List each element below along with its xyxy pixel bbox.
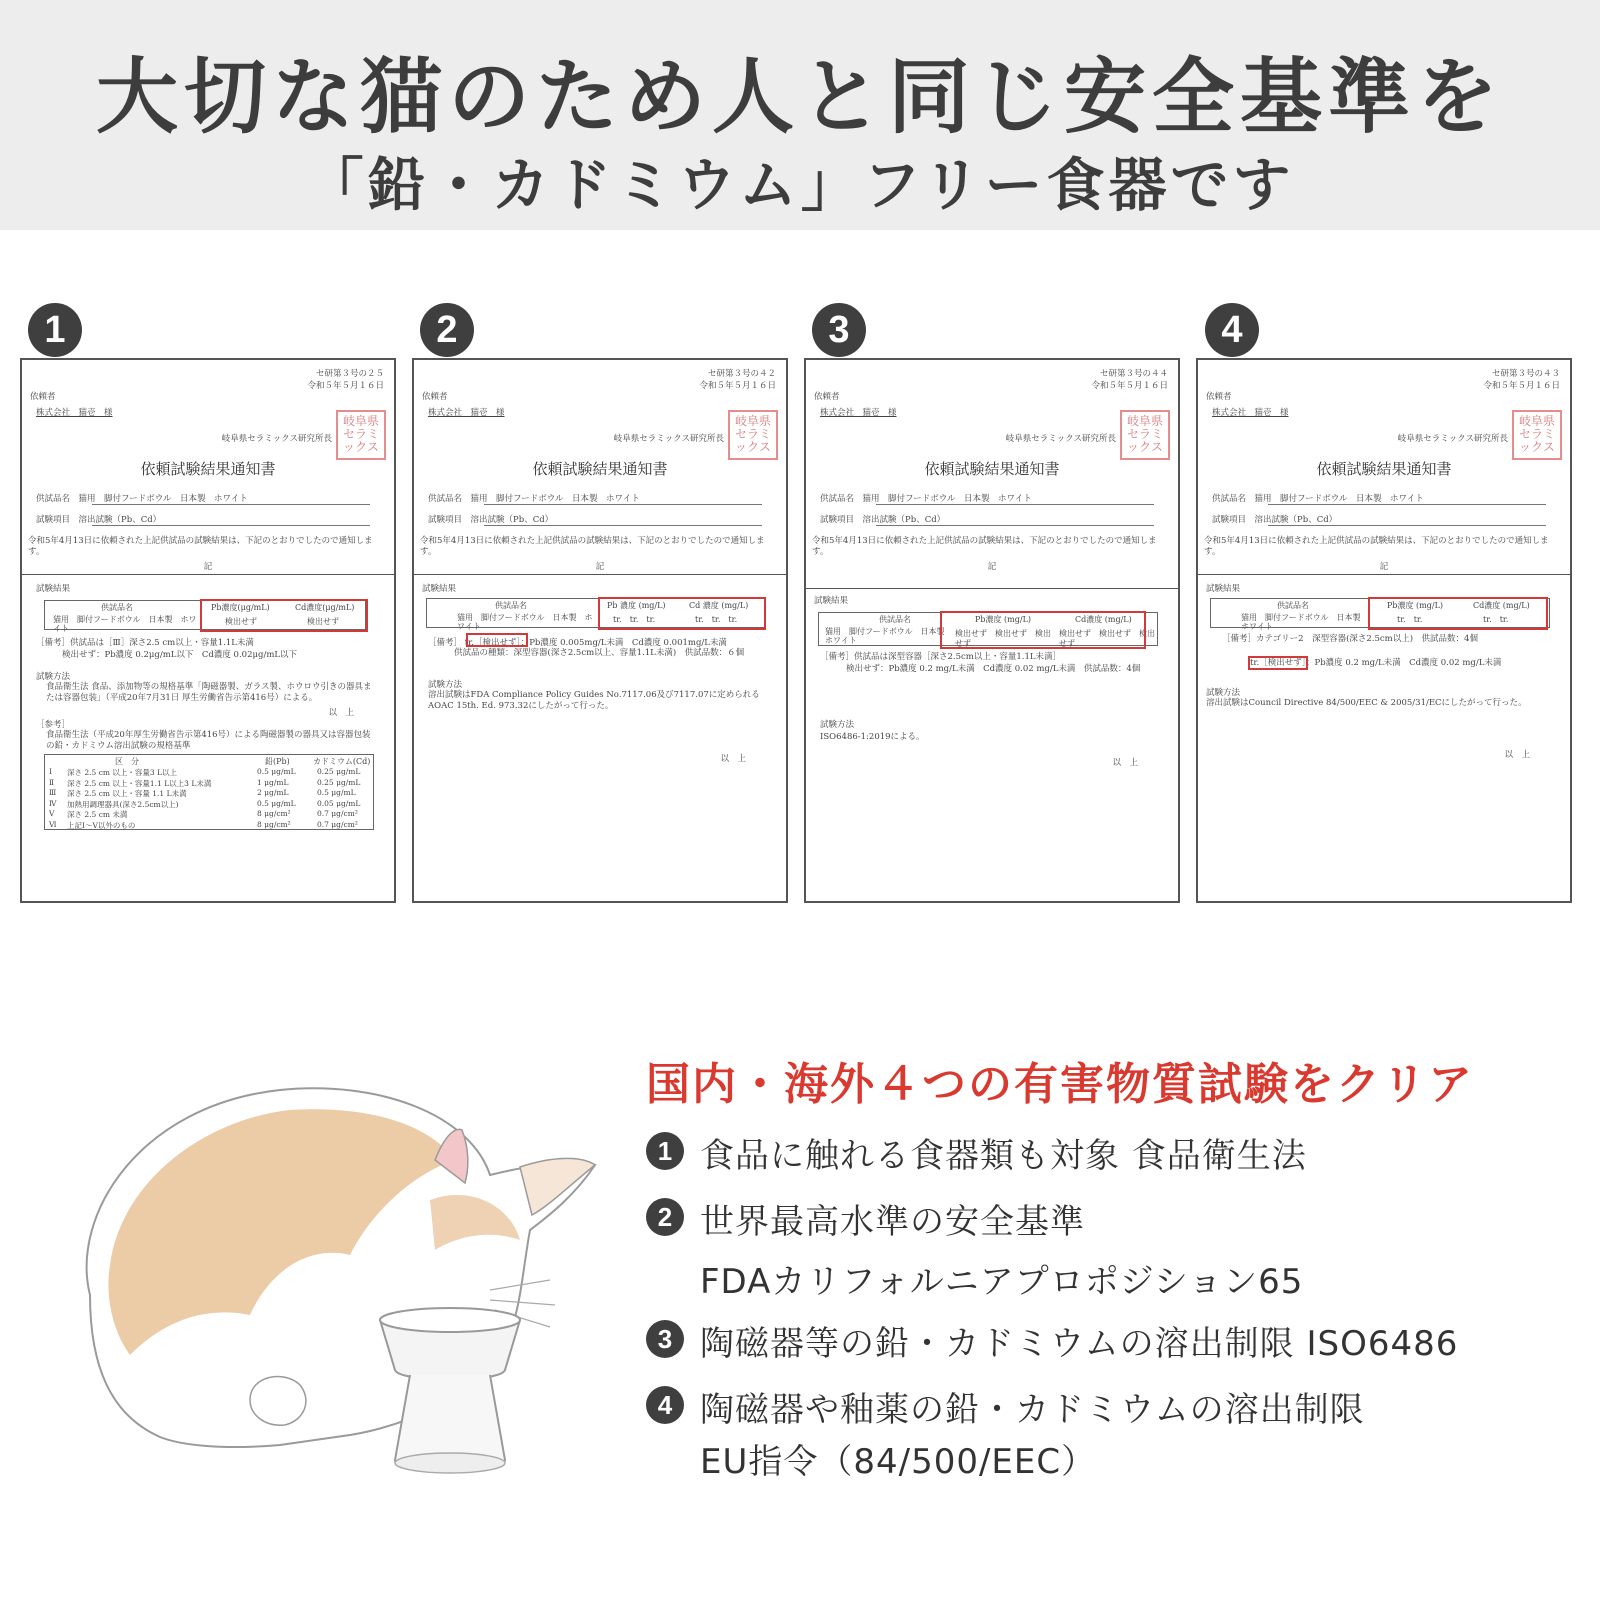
- ref-label: ［参考］: [36, 720, 71, 730]
- sample-line: 供試品名 猫用 脚付フードボウル 日本製 ホワイト: [1212, 494, 1424, 504]
- number-badge-2: 2: [420, 303, 474, 357]
- ki-mark: 記: [1379, 562, 1389, 572]
- std-cell: 0.25 μg/mL: [317, 767, 361, 776]
- test-certificate-4: [1196, 358, 1572, 903]
- col-pb: Pb濃度 (mg/L): [975, 615, 1032, 624]
- underline: [484, 525, 762, 526]
- client-name: 株式会社 猫壱 様: [428, 408, 505, 418]
- institute-name: 岐阜県セラミックス研究所長: [1005, 434, 1116, 444]
- note: ［備考］供試品は［Ⅲ］深さ2.5 cm以上・容量1.1L未満: [36, 638, 254, 648]
- doc-title: 依頼試験結果通知書: [1316, 460, 1452, 478]
- row-sample: 猫用 脚付フードボウル 日本製 ホワイト: [825, 627, 953, 645]
- test-certificate-3: [804, 358, 1180, 903]
- std-cell: 深さ 2.5 cm 以上・容量1.1 L以上3 L未満: [67, 778, 212, 788]
- highlight-box: [940, 611, 1146, 649]
- method-label: 試験方法: [820, 720, 855, 730]
- highlight-box: [466, 633, 528, 647]
- client-name: 株式会社 猫壱 様: [36, 408, 113, 418]
- std-cell: 8 μg/cm²: [257, 809, 291, 818]
- ki-mark: 記: [987, 562, 997, 572]
- row-cd: 検出せず 検出せず 検出せず: [1059, 629, 1155, 648]
- requester-label: 依頼者: [30, 392, 56, 402]
- doc-reference: セ研第３号の２５ 令和５年５月１６日: [307, 369, 384, 391]
- test-line: 試験項目 溶出試験（Pb、Cd）: [1212, 515, 1338, 525]
- official-seal: 岐阜県 セラミ ックス: [728, 410, 778, 460]
- institute-name: 岐阜県セラミックス研究所長: [221, 434, 332, 444]
- client-name: 株式会社 猫壱 様: [1212, 408, 1289, 418]
- std-cell: Ⅳ: [49, 798, 57, 808]
- intro-text: 令和5年4月13日に依頼された上記供試品の試験結果は、下記のとおりでしたので通知します。: [420, 536, 765, 557]
- doc-title: 依頼試験結果通知書: [140, 460, 276, 478]
- std-cell: 2 μg/mL: [257, 788, 289, 797]
- divider: [22, 574, 394, 575]
- number-badge-4: 4: [1205, 303, 1259, 357]
- ki-mark: 記: [203, 562, 213, 572]
- ref-text: 食品衛生法（平成20年厚生労働省告示第416号）による陶磁器製の器具又は容器包装の鉛・カドミウム溶出試験の規格基準: [46, 730, 371, 751]
- note-2: 検出せず：Pb濃度 0.2μg/mL以下 Cd濃度 0.02μg/mL以下: [62, 650, 298, 660]
- official-seal: 岐阜県 セラミ ックス: [1120, 410, 1170, 460]
- note-2: 供試品の種類：深型容器(深さ2.5cm以上、容量1.1L未満) 供試品数：６個: [454, 648, 745, 658]
- underline: [92, 504, 370, 505]
- underline: [1268, 525, 1546, 526]
- test-certificate-2: [412, 358, 788, 903]
- std-cell: 0.5 μg/mL: [257, 798, 296, 808]
- method-text: ISO6486-1:2019による。: [820, 732, 925, 742]
- std-cell: 上記Ⅰ～Ⅴ以外のもの: [67, 820, 136, 830]
- features-heading: 国内・海外４つの有害物質試験をクリア: [646, 1059, 1474, 1110]
- std-cell: 0.5 μg/mL: [257, 767, 296, 776]
- col-sample: 供試品名: [879, 615, 911, 624]
- requester-label: 依頼者: [1206, 392, 1232, 402]
- page-subtitle: 「鉛・カドミウム」フリー食器です: [305, 151, 1295, 219]
- sample-line: 供試品名 猫用 脚付フードボウル 日本製 ホワイト: [820, 494, 1032, 504]
- std-cell: Ⅱ: [49, 777, 55, 787]
- underline: [876, 504, 1154, 505]
- feature-subtext: EU指令（84/500/EEC）: [700, 1442, 1097, 1482]
- ki-mark: 記: [595, 562, 605, 572]
- highlight-box: [1368, 597, 1548, 630]
- std-cell: 深さ 2.5 cm 以上・容量 1.1 L未満: [67, 789, 187, 798]
- row-pb: 検出せず: [225, 617, 257, 626]
- number-badge: 4: [646, 1386, 684, 1424]
- intro-text: 令和5年4月13日に依頼された上記供試品の試験結果は、下記のとおりでしたので通知します。: [1204, 536, 1549, 557]
- row-sample: 猫用 脚付フードボウル 日本製 ホワイト: [1241, 613, 1369, 631]
- row-pb: tr. tr. tr.: [613, 615, 656, 624]
- std-cell: 0.25 μg/mL: [317, 777, 361, 787]
- divider: [806, 588, 1178, 589]
- doc-title: 依頼試験結果通知書: [924, 460, 1060, 478]
- col-cd: Cd 濃度 (mg/L): [689, 601, 749, 610]
- cat-illustration: [50, 1065, 610, 1485]
- underline: [1268, 504, 1546, 505]
- std-head-class: 区 分: [115, 757, 139, 766]
- results-label: 試験結果: [814, 596, 849, 606]
- row-sample: 猫用 脚付フードボウル 日本製 ホワイト: [457, 613, 593, 631]
- test-certificate-1: [20, 358, 396, 903]
- end-mark: 以 上: [328, 708, 354, 718]
- std-cell: 深さ 2.5 cm 未満: [67, 810, 128, 819]
- std-cell: 深さ 2.5 cm 以上・容量3 L以上: [67, 768, 178, 777]
- note: ［備考］供試品は深型容器［深さ2.5cm以上・容量1.1L未満］: [820, 652, 1062, 662]
- method-text: 溶出試験はCouncil Directive 84/500/EEC & 2005/31/ECにしたがって行った。: [1206, 698, 1527, 708]
- number-badge-1: 1: [28, 303, 82, 357]
- header-banner: [0, 0, 1600, 230]
- divider: [414, 574, 786, 575]
- method-label: 試験方法: [1206, 688, 1241, 698]
- cat-paw: [250, 1377, 306, 1426]
- col-cd: Cd濃度 (mg/L): [1075, 615, 1132, 624]
- note-2: 検出せず：Pb濃度 0.2 mg/L未満 Cd濃度 0.02 mg/L未満 供試品数：4個: [846, 664, 1141, 674]
- end-mark: 以 上: [1504, 750, 1530, 760]
- note: ［備考］ tr.［検出せず］：Pb濃度 0.005mg/L未満 Cd濃度 0.001mg/L未満: [428, 638, 727, 648]
- highlight-box: [200, 599, 368, 632]
- end-mark: 以 上: [720, 754, 746, 764]
- std-cell: Ⅴ: [49, 809, 55, 818]
- standards-table: [44, 754, 374, 830]
- page-title: 大切な猫のため人と同じ安全基準を: [95, 50, 1504, 145]
- row-cd: tr. tr. tr.: [695, 615, 738, 624]
- doc-reference: セ研第３号の４３ 令和５年５月１６日: [1483, 369, 1560, 391]
- method-text: 溶出試験はFDA Compliance Policy Guides No.7117.06及び7117.07に定められるAOAC 15th. Ed. 973.32にしたがって行った。: [428, 690, 760, 711]
- doc-title: 依頼試験結果通知書: [532, 460, 668, 478]
- col-pb: Pb濃度 (mg/L): [1387, 601, 1444, 610]
- row-pb: 検出せず 検出せず 検出せず: [955, 629, 1051, 648]
- std-cell: 加熱用調理器具(深さ2.5cm以上): [67, 799, 179, 809]
- feature-text: 陶磁器等の鉛・カドミウムの溶出制限 ISO6486: [700, 1324, 1459, 1364]
- official-seal: 岐阜県 セラミ ックス: [1512, 410, 1562, 460]
- divider: [1198, 574, 1570, 575]
- underline: [92, 525, 370, 526]
- method-text: 食品衛生法 食品、添加物等の規格基準「陶磁器製、ガラス製、ホウロウ引きの器具または容器包装」（平成20年7月31日 厚生労働省告示第416号）による。: [46, 682, 372, 703]
- col-pb: Pb濃度(μg/mL): [211, 603, 270, 612]
- std-head-cd: カドミウム(Cd): [313, 757, 371, 766]
- client-name: 株式会社 猫壱 様: [820, 408, 897, 418]
- number-badge: 3: [646, 1320, 684, 1358]
- requester-label: 依頼者: [814, 392, 840, 402]
- note-2: tr.［検出せず］：Pb濃度 0.2 mg/L未満 Cd濃度 0.02 mg/L未満: [1250, 658, 1502, 668]
- official-seal: 岐阜県 セラミ ックス: [336, 410, 386, 460]
- institute-name: 岐阜県セラミックス研究所長: [1397, 434, 1508, 444]
- number-badge: 2: [646, 1198, 684, 1236]
- results-label: 試験結果: [422, 584, 457, 594]
- feature-subtext: FDAカリフォルニアプロポジション65: [700, 1262, 1304, 1302]
- std-cell: 8 μg/cm²: [257, 819, 291, 829]
- requester-label: 依頼者: [422, 392, 448, 402]
- feature-text: 陶磁器や釉薬の鉛・カドミウムの溶出制限: [700, 1390, 1365, 1430]
- feature-text: 食品に触れる食器類も対象 食品衛生法: [700, 1136, 1307, 1176]
- results-label: 試験結果: [36, 584, 71, 594]
- std-cell: Ⅵ: [49, 819, 57, 829]
- intro-text: 令和5年4月13日に依頼された上記供試品の試験結果は、下記のとおりでしたので通知します。: [812, 536, 1157, 557]
- col-pb: Pb 濃度 (mg/L): [607, 601, 666, 610]
- row-cd: 検出せず: [307, 617, 339, 626]
- std-cell: 0.7 μg/cm²: [317, 819, 358, 829]
- row-pb: tr. tr.: [1397, 615, 1423, 624]
- institute-name: 岐阜県セラミックス研究所長: [613, 434, 724, 444]
- col-sample: 供試品名: [495, 601, 527, 610]
- std-cell: Ⅰ: [49, 767, 52, 776]
- col-sample: 供試品名: [1277, 601, 1309, 610]
- col-cd: Cd濃度(μg/mL): [295, 603, 355, 612]
- underline: [484, 504, 762, 505]
- number-badge: 1: [646, 1132, 684, 1170]
- underline: [876, 525, 1154, 526]
- std-cell: Ⅲ: [49, 788, 57, 797]
- method-label: 試験方法: [428, 680, 463, 690]
- sample-line: 供試品名 猫用 脚付フードボウル 日本製 ホワイト: [428, 494, 640, 504]
- method-label: 試験方法: [36, 672, 71, 682]
- test-line: 試験項目 溶出試験（Pb、Cd）: [428, 515, 554, 525]
- row-sample: 猫用 脚付フードボウル 日本製 ホワイト: [53, 615, 197, 633]
- col-cd: Cd濃度 (mg/L): [1473, 601, 1530, 610]
- row-cd: tr. tr.: [1483, 615, 1509, 624]
- col-sample: 供試品名: [101, 603, 133, 612]
- std-cell: 0.05 μg/mL: [317, 798, 361, 808]
- doc-reference: セ研第３号の４４ 令和５年５月１６日: [1091, 369, 1168, 391]
- std-head-pb: 鉛(Pb): [265, 757, 290, 766]
- number-badge-3: 3: [812, 303, 866, 357]
- highlight-box: [598, 597, 766, 630]
- end-mark: 以 上: [1112, 758, 1138, 768]
- highlight-box: [1248, 656, 1308, 670]
- std-cell: 1 μg/mL: [257, 777, 289, 787]
- intro-text: 令和5年4月13日に依頼された上記供試品の試験結果は、下記のとおりでしたので通知します。: [28, 536, 373, 557]
- doc-reference: セ研第３号の４２ 令和５年５月１６日: [699, 369, 776, 391]
- std-cell: 0.7 μg/cm²: [317, 809, 358, 818]
- note: ［備考］カテゴリー2 深型容器(深さ2.5cm以上) 供試品数：4個: [1222, 634, 1478, 644]
- sample-line: 供試品名 猫用 脚付フードボウル 日本製 ホワイト: [36, 494, 248, 504]
- test-line: 試験項目 溶出試験（Pb、Cd）: [820, 515, 946, 525]
- test-line: 試験項目 溶出試験（Pb、Cd）: [36, 515, 162, 525]
- results-label: 試験結果: [1206, 584, 1241, 594]
- std-cell: 0.5 μg/mL: [317, 788, 356, 797]
- feature-text: 世界最高水準の安全基準: [700, 1202, 1085, 1242]
